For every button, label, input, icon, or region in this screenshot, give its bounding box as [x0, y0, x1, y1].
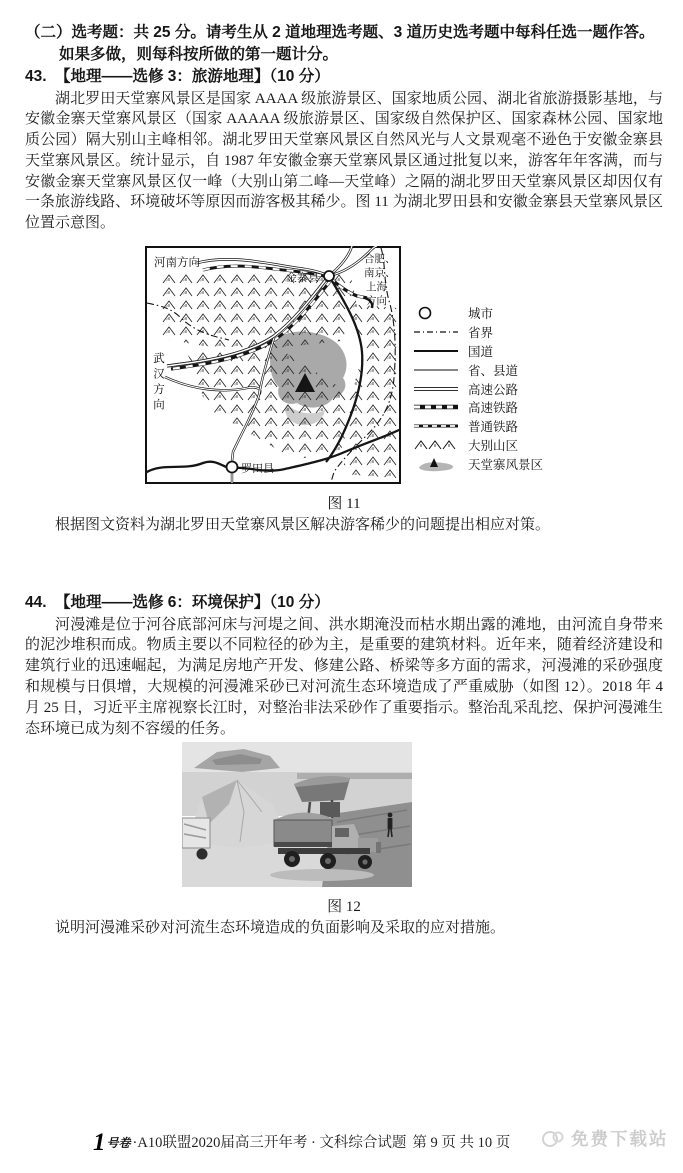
- legend-label-dabie-mountains: 大别山区: [468, 439, 519, 454]
- legend-label-province-boundary: 省界: [468, 326, 494, 341]
- watermark-text: 免费下载站: [571, 1129, 669, 1149]
- legend-item-dabie-mountains: [413, 436, 543, 455]
- legend-label-expressway: 高速公路: [468, 382, 519, 397]
- question-44-paragraph: 河漫滩是位于河谷底部河床与河堤之间、洪水期淹没而枯水期出露的滩地，由河流自身带来的泥沙堆积而成。物质主要以不同粒径的砂为主，是重要的建筑材料。近年来，随着经济建设和建筑行业的迅速崛起，为满足房地产开发、修建公路、桥梁等多方面的需求，河漫滩的采砂强度和规模与日俱增，大规模的河漫滩采砂已对河流生态环境造成了严重威胁（如图 12）。2018 年 4 月 25 日，习近平主席视察长江时，对整治非法采砂作了重要指示。整治乱采乱挖、保护河漫滩生态环境已成为刻不容缓的任务。: [25, 616, 663, 737]
- legend-label-high-speed-rail: 高速铁路: [468, 401, 519, 416]
- question-44-task: 说明河漫滩采砂对河流生态环境造成的负面影响及采取的应对措施。: [55, 920, 506, 937]
- legend-label-provincial-road: 省、县道: [468, 363, 519, 378]
- photo-loader-machinery: [320, 802, 340, 817]
- legend-label-national-road: 国道: [468, 345, 494, 360]
- photo-person-body: [388, 818, 393, 829]
- question-44-heading: [25, 592, 663, 614]
- page-footer: [93, 1129, 510, 1157]
- thick-line-icon: [413, 343, 459, 359]
- legend-item-expressway: [413, 379, 543, 398]
- watermark-logo-icon: [540, 1128, 566, 1150]
- photo-left-truck: [182, 818, 210, 848]
- label-dest-direction: 方向: [366, 296, 387, 308]
- footer-brand-name: 号卷: [106, 1136, 131, 1150]
- watermark: [540, 1126, 669, 1151]
- label-dest-nanjing: 南京、: [364, 268, 396, 280]
- legend-item-provincial-road: [413, 360, 543, 379]
- question-43-heading: [25, 66, 663, 88]
- photo-truck-window: [335, 828, 349, 837]
- question-44-block: [25, 592, 663, 939]
- thin-hatched-line-icon: [413, 418, 459, 434]
- double-line-icon: [413, 381, 459, 397]
- city-jinzhai-marker: [324, 271, 334, 281]
- footer-brand-mark: 1: [93, 1129, 106, 1156]
- legend-label-regular-rail: 普通铁路: [468, 420, 519, 435]
- legend-item-high-speed-rail: [413, 398, 543, 417]
- photo-truck-shadow: [270, 869, 374, 881]
- figure-12-caption: 图 12: [327, 899, 361, 916]
- photo-canvas: [182, 742, 412, 887]
- photo-wheel-mid-hub: [325, 858, 331, 864]
- legend-item-scenic-area: [413, 454, 543, 473]
- question-43-paragraph: 湖北罗田天堂寨风景区是国家 AAAA 级旅游景区、国家地质公园、湖北省旅游摄影基地，与安徽金寨天堂寨风景区（国家 AAAAA 级旅游景区、国家级自然保护区、国家森林公园、国家地质公园）隔大别山主峰相邻。湖北罗田天堂寨风景区自然风光与人文景观毫不逊色于安徽金寨县天堂寨风景区。统计显示，自 1987 年安徽金寨天堂寨风景区通过批复以来，游客年年客满，而与安徽金寨天堂寨风景区仅一峰（大别山第二峰—天堂峰）之隔的湖北罗田天堂寨风景区却因仅有一条旅游线路、环境破坏等原因而游客极其稀少。图 11 为湖北罗田县和安徽金寨县天堂寨风景区位置示意图。: [25, 90, 663, 232]
- label-wuhan-direction: 武汉方向: [152, 352, 164, 415]
- section-instructions-line1: （二）选考题：共 25 分。请考生从 2 道地理选考题、3 道历史选考题中每科任选一题作答。: [25, 24, 655, 41]
- thick-hatched-line-icon: [413, 399, 459, 415]
- label-dest-hefei: 合肥、: [364, 254, 396, 266]
- city-luotian-marker: [227, 462, 238, 473]
- photo-wheel-front-hub: [362, 860, 367, 865]
- label-luotian: 罗田县: [241, 463, 274, 476]
- figure-11-caption: 图 11: [327, 496, 361, 513]
- question-43-title: 【地理——选修 3：旅游地理】（10 分）: [55, 68, 330, 85]
- photo-truck-grill: [376, 842, 381, 853]
- city-circle-icon: [413, 305, 459, 321]
- mountain-symbols-icon: [413, 437, 459, 453]
- figure-11: [145, 246, 663, 484]
- photo-truck-bed-rail: [274, 842, 332, 847]
- footer-page-info: 第 9 页 共 10 页: [412, 1135, 511, 1151]
- photo-wheel-rear-hub: [289, 856, 295, 862]
- legend-label-city: 城市: [468, 307, 494, 322]
- photo-left-truck-wheel: [197, 849, 208, 860]
- dash-dot-line-icon: [413, 324, 459, 340]
- map-canvas: [145, 246, 401, 484]
- legend-item-province-boundary: [413, 323, 543, 342]
- photo-person-head: [388, 813, 393, 818]
- map-legend: [413, 304, 543, 484]
- legend-item-regular-rail: [413, 417, 543, 436]
- question-44-number: 44.: [25, 594, 47, 612]
- question-43-number: 43.: [25, 68, 47, 85]
- label-jinzhai: 金寨县: [286, 272, 319, 285]
- legend-item-national-road: [413, 342, 543, 361]
- footer-exam-info: ·A10联盟2020届高三开年考 · 文科综合试题: [132, 1135, 407, 1151]
- question-44-title: 【地理——选修 6：环境保护】（10 分）: [55, 594, 330, 612]
- legend-label-scenic-area: 天堂寨风景区: [468, 457, 544, 472]
- gray-area-peak-icon: [413, 456, 459, 472]
- thin-line-icon: [413, 362, 459, 378]
- question-43-task: 根据图文资料为湖北罗田天堂寨风景区解决游客稀少的问题提出相应对策。: [55, 517, 551, 534]
- section-instructions: [25, 22, 663, 65]
- sand-mining-photo: [182, 742, 412, 887]
- section-instructions-line2: 如果多做，则每科按所做的第一题计分。: [59, 45, 339, 63]
- label-dest-shanghai: 上海: [366, 282, 387, 294]
- label-henan-direction: 河南方向: [154, 257, 200, 270]
- legend-item-city: [413, 304, 543, 323]
- location-map: [145, 246, 401, 484]
